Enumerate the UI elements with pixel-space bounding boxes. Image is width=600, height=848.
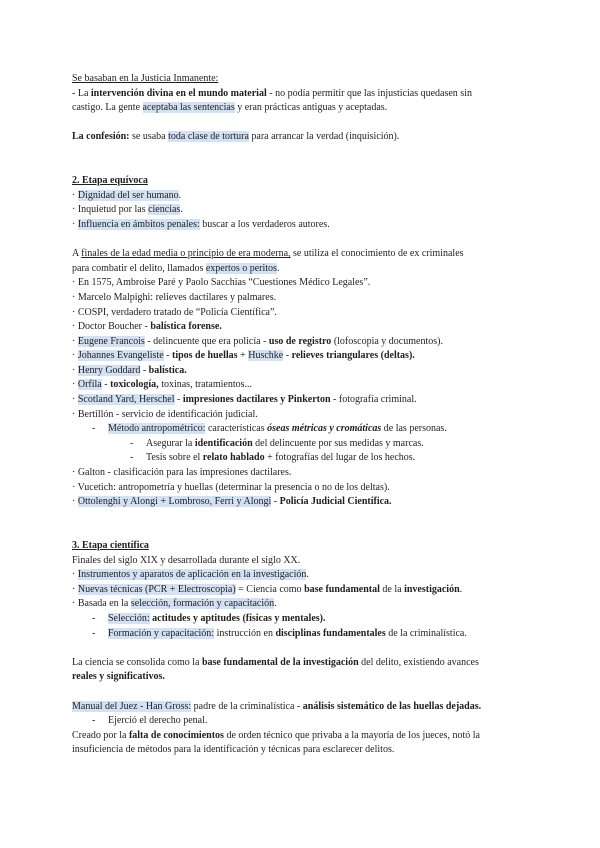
list-item: · Marcelo Malpighi: relieves dactilares y palmares. [72, 291, 277, 303]
creado-line-1: Creado por la falta de conocimientos de orden técnico que privaba a la mayoría de los jueces, notó la [72, 729, 480, 741]
etapa2-paragraph-1: A finales de la edad media o principio de era moderna, se utiliza el conocimiento de ex criminales [72, 248, 464, 260]
list-item: · Basada en la selección, formación y capacitación. [72, 598, 277, 610]
list-item: · Vucetich: antropometría y huellas (determinar la presencia o no de los deltas). [72, 481, 390, 493]
manual-line: Manual del Juez - Han Gross: padre de la criminalística - análisis sistemático de las huellas dejadas. [72, 700, 482, 712]
sub-sub-item: - Tesis sobre el relato hablado + fotografías del lugar de los hechos. [130, 452, 416, 464]
etapa2-paragraph-2: para combatir el delito, llamados expertos o peritos. [72, 262, 280, 274]
list-item: · Eugene Francois - delincuente que era policía - uso de registro (lofoscopia y documentos). [72, 335, 443, 347]
list-item: · Ottolenghi y Alongi + Lombroso, Ferri y Alongi - Policía Judicial Científica. [72, 496, 392, 508]
etapa3-line: Finales del siglo XIX y desarrollada durante el siglo XX. [72, 554, 301, 566]
list-item: · Henry Goddard - balística. [72, 364, 187, 376]
list-item: · Nuevas técnicas (PCR + Electroscopia) = Ciencia como base fundamental de la investigación. [72, 583, 463, 595]
sub-item: - Método antropométrico: características óseas métricas y cromáticas de las personas. [92, 423, 447, 435]
list-item: · Galton - clasificación para las impresiones dactilares. [72, 467, 292, 479]
list-item: · En 1575, Ambroise Paré y Paolo Sacchias “Cuestiones Médico Legales”. [72, 277, 371, 289]
list-item: · Johannes Evangeliste - tipos de huellas + Huschke - relieves triangulares (deltas). [72, 350, 415, 362]
intro-line-2: castigo. La gente aceptaba las sentencias y eran prácticas antiguas y aceptadas. [72, 102, 388, 114]
confesion-line: La confesión: se usaba toda clase de tortura para arrancar la verdad (inquisición). [72, 131, 400, 143]
list-item: · COSPI, verdadero tratado de “Policía Científica”. [72, 306, 277, 318]
ciencia-line-1: La ciencia se consolida como la base fundamental de la investigación del delito, existiendo avances [72, 656, 479, 668]
list-item: · Orfila - toxicología, toxinas, tratamientos... [72, 379, 253, 391]
creado-line-2: insuficiencia de métodos para la identificación y técnicas para esclarecer delitos. [72, 744, 395, 756]
list-item: · Scotland Yard, Herschel - impresiones dactilares y Pinkerton - fotografía criminal. [72, 394, 417, 406]
sub-item: - Selección: actitudes y aptitudes (físicas y mentales). [92, 612, 326, 624]
etapa2-item: · Inquietud por las ciencias. [72, 204, 183, 216]
list-item: · Bertillón - servicio de identificación judicial. [72, 408, 258, 420]
list-item: · Instrumentos y aparatos de aplicación en la investigación. [72, 569, 309, 581]
sub-item: - Formación y capacitación: instrucción en disciplinas fundamentales de la criminalística. [92, 627, 467, 639]
intro-heading: Se basaban en la Justicia Inmanente: [72, 73, 219, 84]
sub-sub-item: - Asegurar la identificación del delincuente por sus medidas y marcas. [130, 437, 424, 449]
intro-line-1: - La intervención divina en el mundo material - no podía permitir que las injusticias quedasen sin [72, 87, 472, 99]
etapa2-item: · Influencia en ámbitos penales: buscar a los verdaderos autores. [72, 218, 330, 230]
etapa3-title: 3. Etapa científica [72, 540, 149, 551]
document-page [72, 72, 532, 758]
etapa2-title: 2. Etapa equívoca [72, 175, 148, 187]
etapa2-item: · Dignidad del ser humano. [72, 189, 182, 201]
sub-item: - Ejerció el derecho penal. [92, 715, 208, 727]
list-item: · Doctor Boucher - balística forense. [72, 321, 222, 333]
ciencia-line-2: reales y significativos. [72, 671, 165, 683]
